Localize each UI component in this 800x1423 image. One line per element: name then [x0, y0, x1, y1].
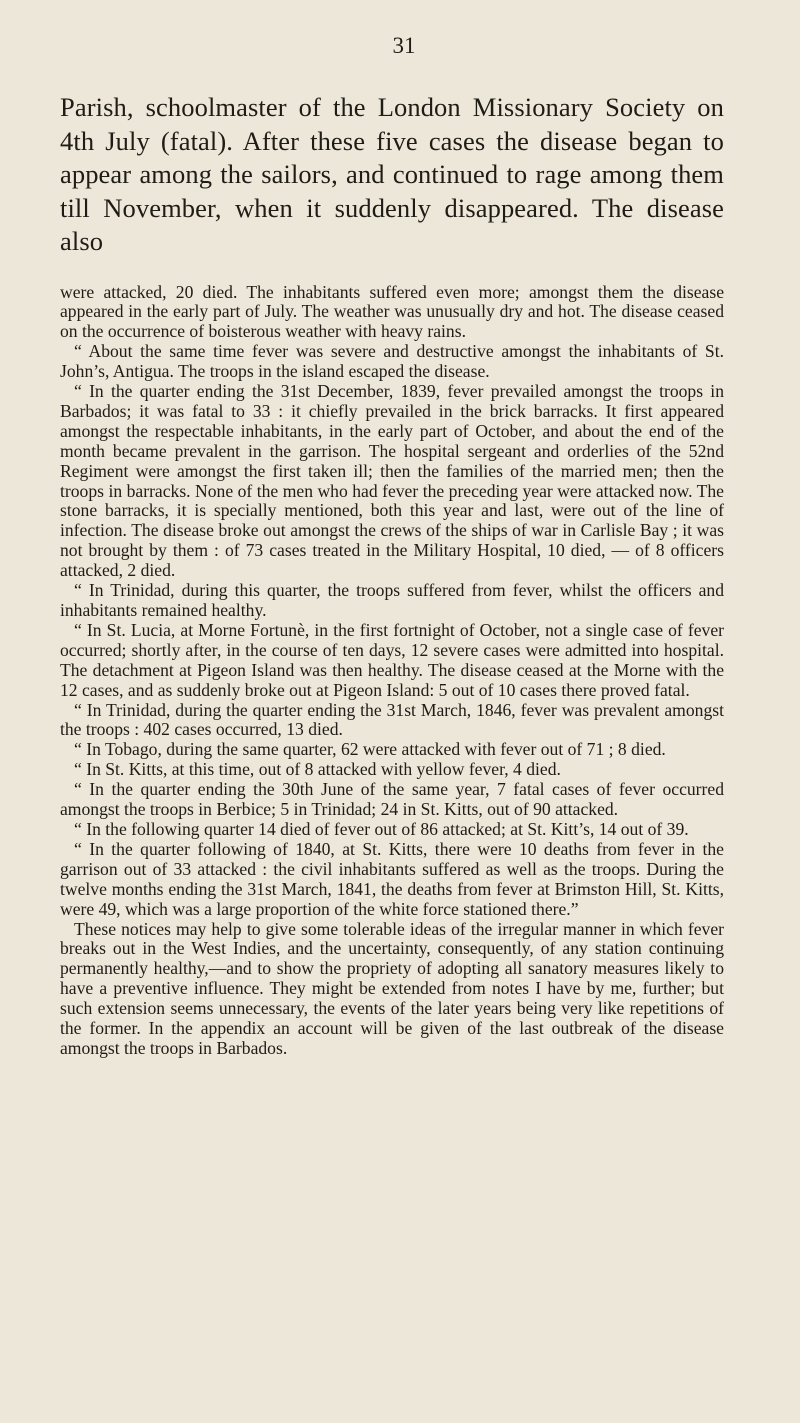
paragraph-continuation: were attacked, 20 died. The inhabitants suffered even more; amongst them the disease appeared in the early part of July. The weather was unusually dry and hot. The disease ceased on the occurrence of boisterous weather with heavy rains.	[60, 281, 724, 342]
paragraph-barbados-1839: “ In the quarter ending the 31st December, 1839, fever prevailed amongst the troops in Barbados; it was fatal to 33 : it chiefly prevailed in the brick barracks. It first appeared amongst the respectable inhabitants, in the early part of October, and about the end of the month became prevalent in the garrison. The hospital sergeant and orderlies of the 52nd Regiment were amongst the first taken ill; then the families of the married men; then the troops in barracks. None of the men who had fever the preceding year were attacked now. The stone barracks, it is specially mentioned, both this year and last, were out of the line of infection. The disease broke out amongst the crews of the ships of war in Carlisle Bay ; it was not brought by them : of 73 cases treated in the Military Hospital, 10 died, — of 8 officers attacked, 2 died.	[60, 381, 724, 581]
page-number: 31	[392, 33, 416, 58]
paragraph-st-kitts-yellow-fever: “ In St. Kitts, at this time, out of 8 attacked with yellow fever, 4 died.	[74, 759, 561, 780]
paragraph-berbice: “ In the quarter ending the 30th June of the same year, 7 fatal cases of fever occurred amongst the troops in Berbice; 5 in Trinidad; 24 in St. Kitts, out of 90 attacked.	[60, 779, 724, 820]
paragraph-following-quarter: “ In the following quarter 14 died of fever out of 86 attacked; at St. Kitt’s, 14 out of 39.	[74, 818, 689, 839]
lead-paragraph-block	[60, 91, 724, 259]
body-text	[60, 283, 724, 1059]
paragraph-conclusion: These notices may help to give some tolerable ideas of the irregular manner in which fever breaks out in the West Indies, and the uncertainty, consequently, of any station continuing permanently healthy,—and to show the propriety of adopting all sanatory measures likely to have a preventive influence. They might be extended from notes I have by me, further; but such extension seems unnecessary, the events of the later years being very like repetitions of the former. In the appendix an account will be given of the last outbreak of the disease amongst the troops in Barbados.	[60, 918, 724, 1058]
lead-paragraph: Parish, schoolmaster of the London Missionary Society on 4th July (fatal). After these five cases the disease began to appear among the sailors, and continued to rage among them till November, when it suddenly disappeared. The disease also	[60, 92, 724, 256]
paragraph-st-lucia: “ In St. Lucia, at Morne Fortunè, in the first fortnight of October, not a single case of fever occurred; shortly after, in the course of ten days, 12 severe cases were admitted into hospital. The detachment at Pigeon Island was then healthy. The disease ceased at the Morne with the 12 cases, and as suddenly broke out at Pigeon Island: 5 out of 10 cases there proved fatal.	[60, 619, 724, 700]
paragraph-tobago: “ In Tobago, during the same quarter, 62 were attacked with fever out of 71 ; 8 died.	[74, 739, 666, 760]
paragraph-trinidad-1846: “ In Trinidad, during the quarter ending the 31st March, 1846, fever was prevalent amongst the troops : 402 cases occurred, 13 died.	[60, 699, 724, 740]
paragraph-trinidad-quarter: “ In Trinidad, during this quarter, the troops suffered from fever, whilst the officers and inhabitants remained healthy.	[60, 580, 724, 620]
paragraph-st-kitts-1840: “ In the quarter following of 1840, at St. Kitts, there were 10 deaths from fever in the garrison out of 33 attacked : the civil inhabitants suffered as well as the troops. During the twelve months ending the 31st March, 1841, the deaths from fever at Brimston Hill, St. Kitts, were 49, which was a large proportion of the white force stationed there.”	[60, 838, 724, 919]
paragraph-antigua: “ About the same time fever was severe and destructive amongst the inhabitants of St. John’s, Antigua. The troops in the island escaped the disease.	[60, 341, 724, 382]
